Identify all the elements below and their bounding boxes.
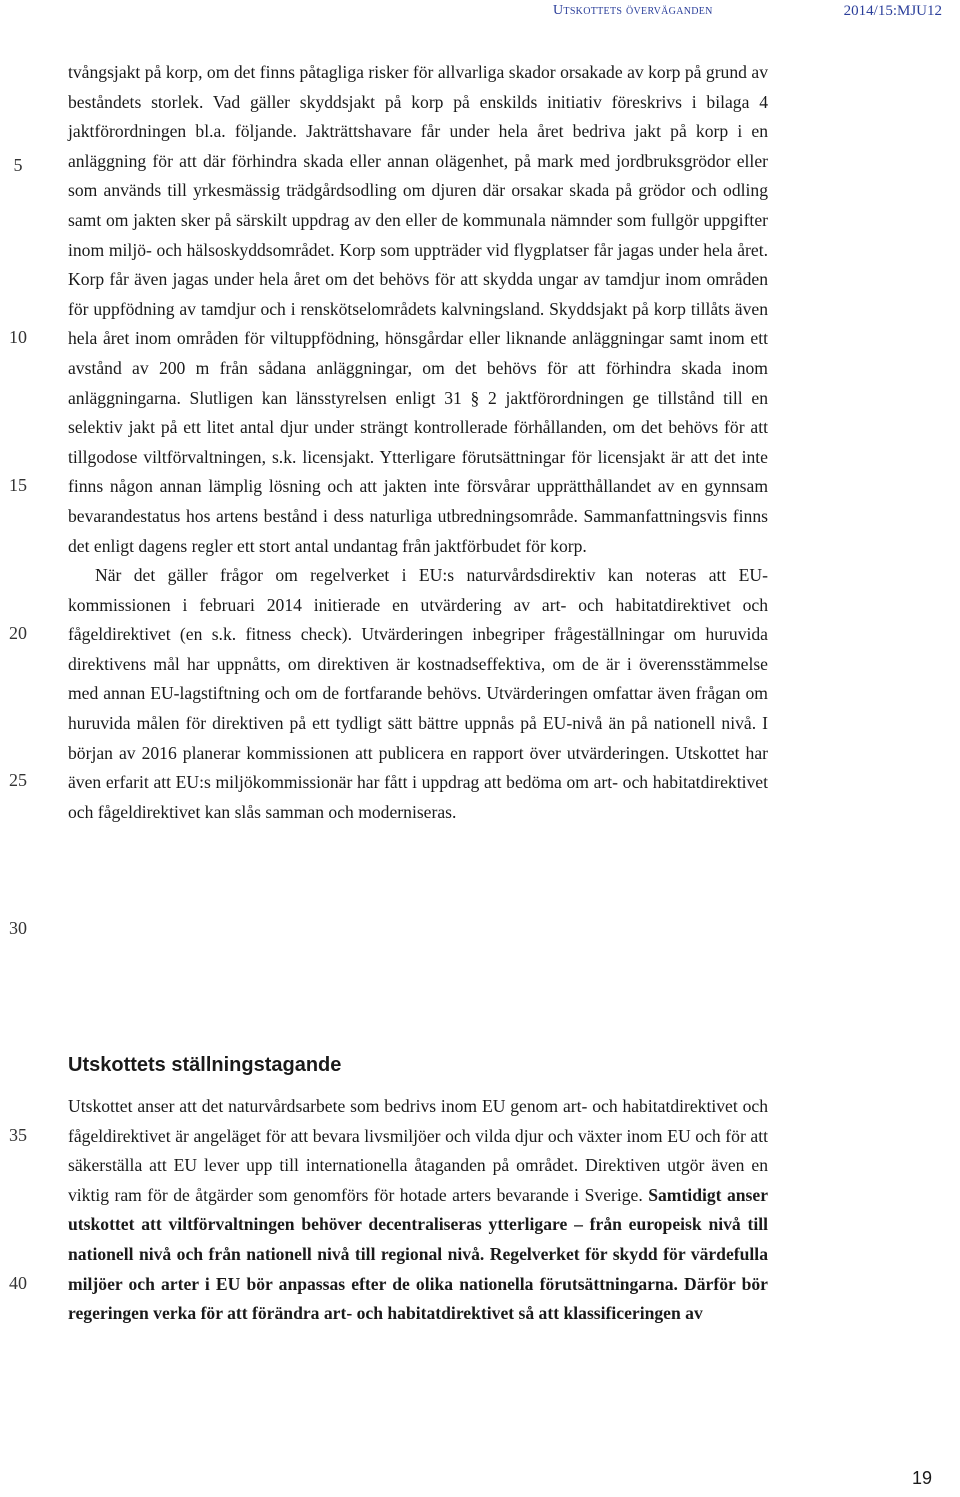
page-header [0,0,960,22]
position-text-bold: Samtidigt anser utskottet att viltförvaltningen behöver decentraliseras ytterligare – från europeisk nivå till nationell nivå och från nationell nivå till regional nivå. Regelverket för skydd för värdefulla miljöer och arter i EU bör anpassas efter de olika nationella förutsättningarna. Därför bör regeringen verka för att förändra art- och habitatdirektivet så att klassificeringen av [68,1184,768,1324]
line-number-25: 25 [9,770,27,790]
line-number-20: 20 [9,623,27,643]
body-text [68,58,768,827]
header-document-id: 2014/15:MJU12 [843,3,942,19]
position-text: Utskottet anser att det naturvårdsarbete som bedrivs inom EU genom art- och habitatdirektivet och fågeldirektivet är angeläget för att bevara livsmiljöer och vilda djur och växter inom EU och för att säkerställa att EU lever upp till internationella åtaganden på området. Direktiven utgör även en viktig ram för de åtgärder som genomförs för hotade arters bevarande i Sverige. [68,1096,768,1205]
line-number-30: 30 [9,918,27,938]
paragraph-committee-position [68,1092,768,1329]
header-section-title: Utskottets överväganden [553,3,713,18]
line-number-15: 15 [9,475,27,495]
line-number-35: 35 [9,1125,27,1145]
line-number-10: 10 [9,327,27,347]
line-number-40: 40 [9,1273,27,1293]
paragraph-eu-evaluation: När det gäller frågor om regelverket i EU:s naturvårdsdirektiv kan noteras att EU-kommissionen i februari 2014 initierade en utvärdering av art- och habitatdirektivet och fågeldirektivet (en s.k. fitness check). Utvärderingen inbegriper frågeställningar om huruvida direktivens mål har uppnåtts, om direktiven är kostnadseffektiva, om de är i överensstämmelse med annan EU-lagstiftning och om de fortfarande behövs. Utvärderingen omfattar även frågan om huruvida målen för direktiven på ett tydligt sätt bättre uppnås på EU-nivå än på nationell nivå. I början av 2016 planerar kommissionen att publicera en rapport över utvärderingen. Utskottet har även erfarit att EU:s miljökommissionär har fått i uppdrag att bedöma om art- och habitatdirektivet och fågeldirektivet kan slås samman och moderniseras. [68,565,768,822]
paragraph-korp-rules: tvångsjakt på korp, om det finns påtagliga risker för allvarliga skador orsakade av korp på grund av beståndets storlek. Vad gäller skyddsjakt på korp på enskilds initiativ föreskrivs i bilaga 4 jaktförordningen bl.a. följande. Jakträttshavare får under hela året bedriva jakt på korp i en anläggning för att där förhindra skada eller annan olägenhet, på mark med jordbruksgrödor eller som används till yrkesmässig trädgårdsodling om djuren där orsakar skada på grödor och odling samt om jakten sker på särskilt uppdrag av den eller de kommunala nämnder som fullgör uppgifter inom miljö- och hälsoskyddsområdet. Korp som uppträder vid flygplatser får jagas under hela året. Korp får även jagas under hela året om det behövs för att skydda ungar av tamdjur inom områden för uppfödning av tamdjur och i renskötselområdets kalvningsland. Skyddsjakt på korp tillåts även hela året inom områden för viltuppfödning, hönsgårdar eller liknande anläggningar samt inom ett avstånd av 200 m från sådana anläggningar, om det behövs för att förhindra skada inom anläggningarna. Slutligen kan länsstyrelsen enligt 31 § 2 jaktförordningen ge tillstånd till en selektiv jakt på ett litet antal djur under strängt kontrollerade förhållanden, om det behövs för att tillgodose viltförvaltningen, s.k. licensjakt. Ytterligare förutsättningar för licensjakt är att det inte finns någon annan lämplig lösning och att jakten inte försvårar upprätthållandet av en gynnsam bevarandestatus hos artens bestånd i dess naturliga utbredningsområde. Sammanfattningsvis finns det enligt dagens regler ett stort antal undantag från jaktförbudet för korp. [68,62,768,556]
line-number-5: 5 [13,155,23,175]
section-heading: Utskottets ställningstagande [68,1054,342,1076]
page-number: 19 [911,1468,932,1488]
section-body [68,1092,768,1329]
